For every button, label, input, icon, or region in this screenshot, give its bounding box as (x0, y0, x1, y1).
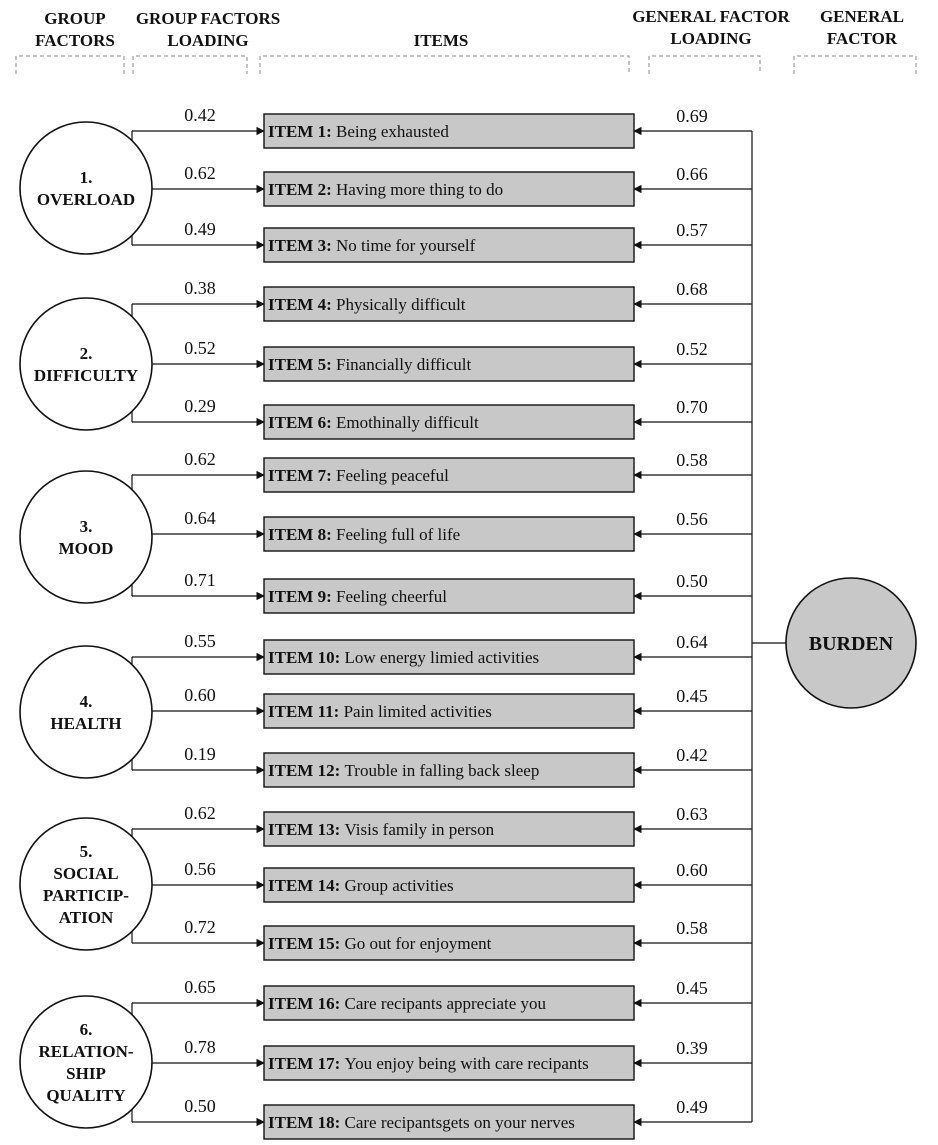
group-factor-label-line: 5. (79, 842, 93, 861)
general-loading-value: 0.49 (676, 1097, 708, 1117)
header-group-loading (136, 9, 280, 50)
item-text: Care recipantsgets on your nerves (344, 1113, 575, 1132)
header-bracket (16, 56, 124, 74)
group-loading-value: 0.72 (184, 917, 216, 937)
group-loading-value: 0.19 (184, 744, 216, 764)
item-text: Financially difficult (336, 355, 472, 374)
group-loading-value: 0.62 (184, 449, 216, 469)
group-loading-value: 0.50 (184, 1096, 216, 1116)
header-group-factors (35, 9, 115, 50)
group-loading-value: 0.71 (184, 570, 216, 590)
general-loading-value: 0.60 (676, 860, 708, 880)
item-text: Low energy limied activities (344, 648, 540, 667)
group-loading-value: 0.65 (184, 977, 216, 997)
item-number: ITEM 8: (268, 525, 336, 544)
group-loading-value: 0.52 (184, 338, 216, 358)
item-number: ITEM 11: (268, 702, 344, 721)
group-loading-value: 0.42 (184, 105, 216, 125)
item-text: Pain limited activities (343, 702, 492, 721)
group-factor-label-line: 2. (79, 344, 93, 363)
item-text: Emothinally difficult (336, 413, 479, 432)
item-label (268, 295, 466, 314)
item-label (268, 355, 471, 374)
general-loading-value: 0.56 (676, 509, 708, 529)
item-number: ITEM 12: (268, 761, 345, 780)
header-bracket (649, 56, 760, 74)
group-factor-label-line: MOOD (58, 539, 114, 558)
group-factor-label-line: RELATION- (38, 1042, 134, 1061)
general-loading-value: 0.39 (676, 1038, 708, 1058)
item-label (268, 236, 476, 255)
item-number: ITEM 7: (268, 466, 336, 485)
item-number: ITEM 14: (268, 876, 345, 895)
header-line: GROUP FACTORS (135, 9, 281, 28)
header-line: FACTORS (35, 31, 115, 50)
group-factor-circle-6 (20, 996, 152, 1128)
item-label (268, 1054, 589, 1073)
item-label (268, 180, 503, 199)
group-loading-value: 0.64 (184, 508, 216, 528)
header-general-factor (820, 7, 904, 48)
group-factor-label-line: 6. (79, 1020, 93, 1039)
item-text: Feeling peaceful (336, 466, 449, 485)
header-line: LOADING (167, 31, 249, 50)
item-text: Feeling cheerful (336, 587, 447, 606)
group-factor-circle-4 (20, 646, 152, 778)
group-factor-circle-2 (20, 298, 152, 430)
item-text: Group activities (344, 876, 454, 895)
item-label (268, 587, 447, 606)
header-line: GENERAL FACTOR (632, 7, 790, 26)
item-text: Visis family in person (344, 820, 495, 839)
group-loading-value: 0.78 (184, 1037, 216, 1057)
item-number: ITEM 2: (268, 180, 336, 199)
group-loading-value: 0.62 (184, 803, 216, 823)
group-factor-label-line: ATION (58, 908, 114, 927)
header-line: LOADING (670, 29, 752, 48)
item-number: ITEM 15: (268, 934, 345, 953)
header-line: GENERAL (819, 7, 905, 26)
item-label (268, 934, 492, 953)
item-text: You enjoy being with care recipants (344, 1054, 589, 1073)
item-number: ITEM 3: (268, 236, 336, 255)
item-label (268, 820, 495, 839)
general-loading-value: 0.58 (676, 450, 708, 470)
general-loading-value: 0.45 (676, 978, 708, 998)
group-loading-value: 0.49 (184, 219, 216, 239)
general-loading-value: 0.57 (676, 220, 708, 240)
header-line: ITEMS (413, 31, 469, 50)
group-factor-label-line: PARTICIP- (43, 886, 129, 905)
general-loading-value: 0.70 (676, 397, 708, 417)
general-loading-value: 0.58 (676, 918, 708, 938)
header-bracket (260, 56, 629, 74)
group-factor-label-line: DIFFICULTY (33, 366, 139, 385)
group-factor-label-line: 4. (79, 692, 93, 711)
item-text: Feeling full of life (336, 525, 461, 544)
item-label (268, 761, 539, 780)
general-loading-value: 0.64 (676, 632, 708, 652)
item-number: ITEM 10: (268, 648, 345, 667)
general-loading-value: 0.69 (676, 106, 708, 126)
item-number: ITEM 6: (268, 413, 336, 432)
general-loading-value: 0.42 (676, 745, 708, 765)
group-loading-value: 0.60 (184, 685, 216, 705)
item-label (268, 648, 539, 667)
group-factor-label-line: SHIP (66, 1064, 106, 1083)
group-factor-label-line: 1. (79, 168, 93, 187)
item-text: No time for yourself (336, 236, 476, 255)
item-number: ITEM 4: (268, 295, 336, 314)
group-loading-value: 0.29 (184, 396, 216, 416)
item-text: Go out for enjoyment (344, 934, 492, 953)
item-number: ITEM 16: (268, 994, 345, 1013)
item-label (268, 466, 449, 485)
group-loading-value: 0.55 (184, 631, 216, 651)
group-factor-label-line: SOCIAL (53, 864, 119, 883)
general-loading-value: 0.52 (676, 339, 708, 359)
group-factor-label-line: OVERLOAD (36, 190, 136, 209)
general-loading-value: 0.45 (676, 686, 708, 706)
item-number: ITEM 17: (268, 1054, 345, 1073)
item-label (268, 702, 492, 721)
item-number: ITEM 18: (268, 1113, 345, 1132)
item-text: Trouble in falling back sleep (344, 761, 540, 780)
header-items (414, 31, 469, 50)
group-factor-label-line: QUALITY (46, 1086, 126, 1105)
header-bracket (133, 56, 247, 74)
header-general-loading (632, 7, 790, 48)
item-label (268, 122, 449, 141)
item-text: Being exhausted (336, 122, 449, 141)
item-label (268, 994, 547, 1013)
header-line: FACTOR (826, 29, 898, 48)
item-label (268, 1113, 575, 1132)
item-number: ITEM 9: (268, 587, 336, 606)
group-factor-circle-3 (20, 471, 152, 603)
item-text: Care recipants appreciate you (344, 994, 547, 1013)
header-line: GROUP (44, 9, 106, 28)
group-loading-value: 0.38 (184, 278, 216, 298)
header-bracket (794, 56, 916, 74)
group-factor-circle-1 (20, 122, 152, 254)
group-factor-label-line: HEALTH (50, 714, 122, 733)
group-factor-circle-5 (20, 818, 152, 950)
group-loading-value: 0.62 (184, 163, 216, 183)
general-loading-value: 0.68 (676, 279, 708, 299)
general-loading-value: 0.66 (676, 164, 708, 184)
item-text: Having more thing to do (336, 180, 504, 199)
item-text: Physically difficult (336, 295, 466, 314)
group-loading-value: 0.56 (184, 859, 216, 879)
item-number: ITEM 13: (268, 820, 345, 839)
general-factor-label: BURDEN (808, 633, 894, 655)
item-label (268, 525, 460, 544)
general-loading-value: 0.50 (676, 571, 708, 591)
group-factor-label-line: 3. (79, 517, 93, 536)
item-label (268, 876, 454, 895)
general-loading-value: 0.63 (676, 804, 708, 824)
item-label (268, 413, 479, 432)
item-number: ITEM 1: (268, 122, 336, 141)
item-number: ITEM 5: (268, 355, 336, 374)
